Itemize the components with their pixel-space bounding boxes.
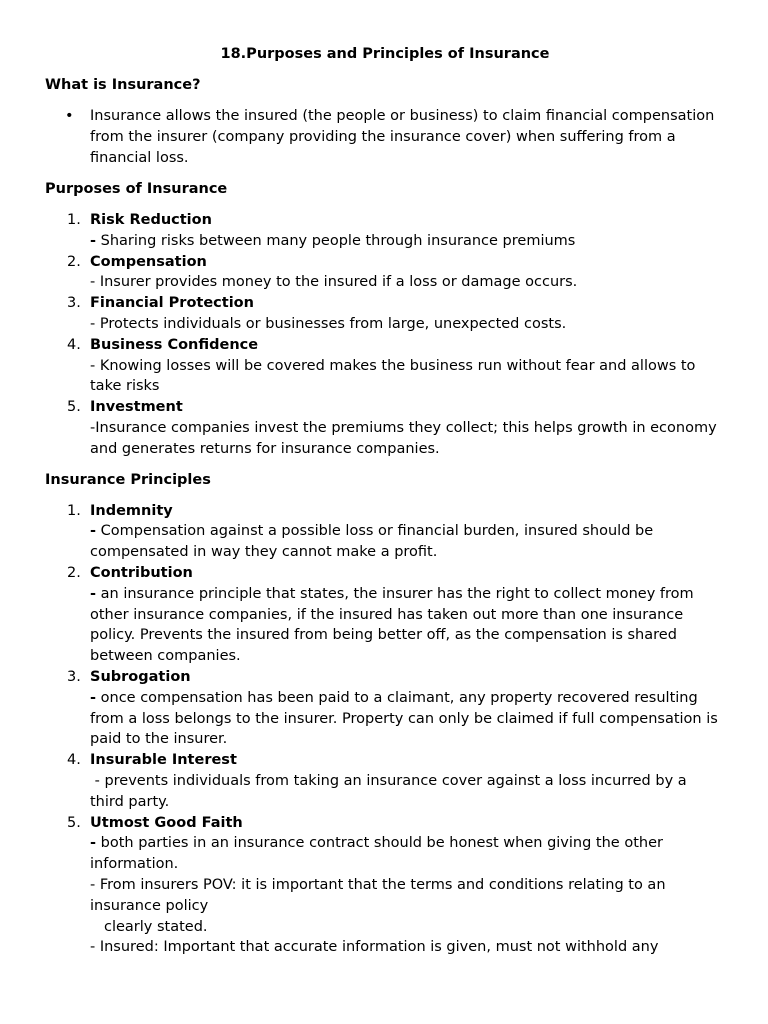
principle-item-insurable-interest — [45, 750, 725, 812]
item-description: -Insurance companies invest the premiums they collect; this helps growth in economy and generates returns for insurance companies. — [90, 419, 717, 457]
item-title: Compensation — [90, 253, 207, 270]
item-title: Contribution — [90, 564, 193, 581]
principles-heading: Insurance Principles — [45, 471, 211, 488]
item-description: - prevents individuals from taking an insurance cover against a loss incurred by a third party. — [90, 772, 692, 810]
description-text: once compensation has been paid to a claimant, any property recovered resulting from a loss belongs to the insurer. Property can only be claimed if full compensation is paid to the insurer. — [90, 689, 718, 748]
principle-item-indemnity — [45, 501, 725, 563]
item-description-extra: - Insured: Important that accurate information is given, must not withhold any — [90, 939, 659, 956]
bullet-text: Insurance allows the insured (the people or business) to claim financial compensation from the insurer (company providing the insurance cover) when suffering from a financial loss. — [90, 108, 715, 166]
principle-item-utmost-good-faith — [45, 813, 725, 959]
list-item — [45, 106, 725, 169]
principle-item-subrogation — [45, 667, 725, 750]
item-number: 5. — [67, 399, 81, 416]
item-title: Investment — [90, 399, 183, 416]
item-number: 2. — [67, 253, 81, 270]
description-text: both parties in an insurance contract should be honest when giving the other information. — [90, 835, 663, 873]
item-title: Utmost Good Faith — [90, 814, 243, 831]
document-title: 18.Purposes and Principles of Insurance — [220, 46, 550, 62]
item-title: Subrogation — [90, 668, 191, 685]
item-number: 2. — [67, 564, 81, 581]
item-description: - Protects individuals or businesses from large, unexpected costs. — [90, 315, 567, 332]
dash-mark: - — [90, 835, 97, 852]
document-page — [45, 44, 725, 968]
item-description-extra: - From insurers POV: it is important that the terms and conditions relating to an insurance policy — [90, 876, 666, 914]
purpose-item-financial-protection — [45, 293, 725, 335]
item-description — [90, 231, 725, 252]
purpose-item-risk-reduction — [45, 210, 725, 252]
item-number: 5. — [67, 814, 81, 831]
purpose-item-compensation — [45, 252, 725, 294]
item-description — [90, 521, 725, 563]
item-number: 3. — [67, 295, 81, 312]
item-title: Indemnity — [90, 502, 173, 519]
item-description — [90, 833, 725, 875]
dash-mark: - — [90, 523, 97, 540]
item-description-extra: clearly stated. — [104, 918, 208, 935]
item-number: 1. — [67, 212, 81, 228]
item-number: 1. — [67, 502, 81, 519]
item-title: Financial Protection — [90, 295, 254, 312]
item-title: Insurable Interest — [90, 752, 237, 769]
item-description: - Knowing losses will be covered makes the business run without fear and allows to take risks — [90, 357, 696, 395]
purpose-item-business-confidence — [45, 335, 725, 397]
description-text: Compensation against a possible loss or financial burden, insured should be compensated in way they cannot make a profit. — [90, 523, 654, 561]
principles-list — [45, 501, 725, 959]
dash-mark: - — [90, 689, 97, 706]
item-description — [90, 688, 725, 750]
description-text: Sharing risks between many people through insurance premiums — [96, 232, 576, 249]
bullet-icon: • — [65, 108, 74, 124]
item-number: 4. — [67, 752, 81, 769]
purposes-list — [45, 210, 725, 460]
dash-mark: - — [90, 585, 97, 602]
dash-mark: - — [90, 232, 97, 249]
item-description: - Insurer provides money to the insured if a loss or damage occurs. — [90, 274, 578, 291]
what-is-insurance-heading: What is Insurance? — [45, 77, 201, 93]
item-title: Risk Reduction — [90, 212, 212, 228]
item-number: 4. — [67, 336, 81, 353]
description-text: an insurance principle that states, the insurer has the right to collect money from other insurance companies, if the insured has taken out more than one insurance policy. Prevents the insured from being better off, as the compensation is shared between companies. — [90, 585, 694, 665]
purpose-item-investment — [45, 397, 725, 459]
item-title: Business Confidence — [90, 336, 259, 353]
what-is-insurance-list — [45, 106, 725, 169]
item-number: 3. — [67, 668, 81, 685]
principle-item-contribution — [45, 563, 725, 667]
item-description — [90, 584, 725, 667]
purposes-heading: Purposes of Insurance — [45, 181, 228, 197]
